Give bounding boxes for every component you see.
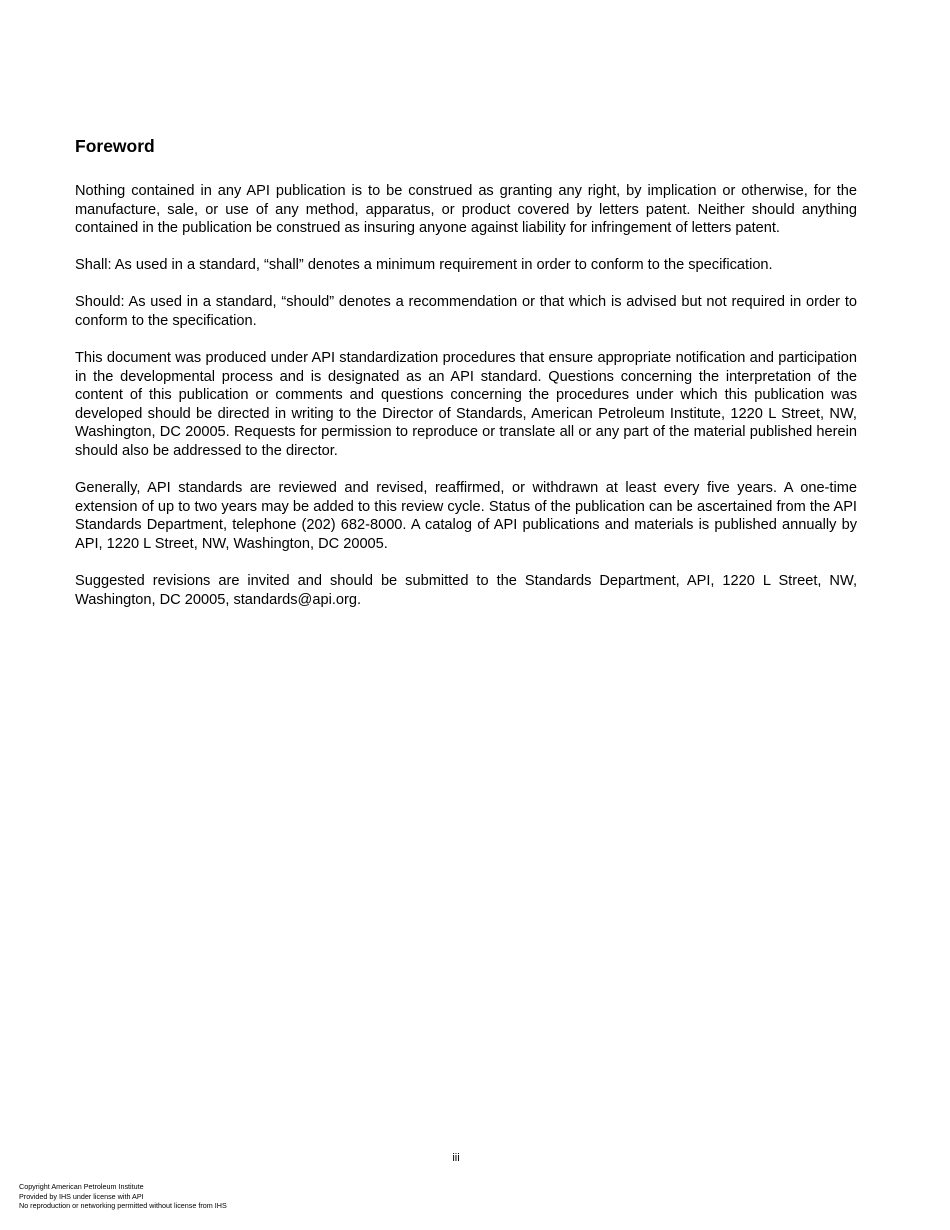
copyright-notice <box>19 1182 227 1211</box>
paragraph-suggested-revisions: Suggested revisions are invited and should be submitted to the Standards Department, API, 1220 L Street, NW, Washington, DC 20005, standards@api.org. <box>75 573 857 608</box>
page-title: Foreword <box>75 136 155 156</box>
paragraph-shall-definition: Shall: As used in a standard, “shall” denotes a minimum requirement in order to conform to the specification. <box>75 257 773 274</box>
foreword-body <box>75 182 857 628</box>
license-line: Provided by IHS under license with API <box>19 1191 144 1201</box>
paragraph-standardization-procedures: This document was produced under API standardization procedures that ensure appropriate notification and participation in the developmental process and is designated as an API standard. Questions concerning the interpretation of the content of this publication or comments and questions concerning the procedures under which this publication was developed should be directed in writing to the Director of Standards, American Petroleum Institute, 1220 L Street, NW, Washington, DC 20005. Requests for permission to reproduce or translate all or any part of the material published herein should also be addressed to the director. <box>75 350 857 460</box>
reproduction-line: No reproduction or networking permitted without license from IHS <box>19 1201 227 1210</box>
paragraph-review-cycle: Generally, API standards are reviewed and revised, reaffirmed, or withdrawn at least every five years. A one-time extension of up to two years may be added to this review cycle. Status of the publication can be ascertained from the API Standards Department, telephone (202) 682-8000. A catalog of API publications and materials is published annually by API, 1220 L Street, NW, Washington, DC 20005. <box>75 480 857 552</box>
paragraph-should-definition: Should: As used in a standard, “should” denotes a recommendation or that which is advised but not required in order to conform to the specification. <box>75 294 857 329</box>
copyright-line: Copyright American Petroleum Institute <box>19 1182 144 1191</box>
page-number: iii <box>452 1152 460 1164</box>
paragraph-patent-disclaimer: Nothing contained in any API publication is to be construed as granting any right, by implication or otherwise, for the manufacture, sale, or use of any method, apparatus, or product covered by letters patent. Neither should anything contained in the publication be construed as insuring anyone against liability for infringement of letters patent. <box>75 183 857 237</box>
